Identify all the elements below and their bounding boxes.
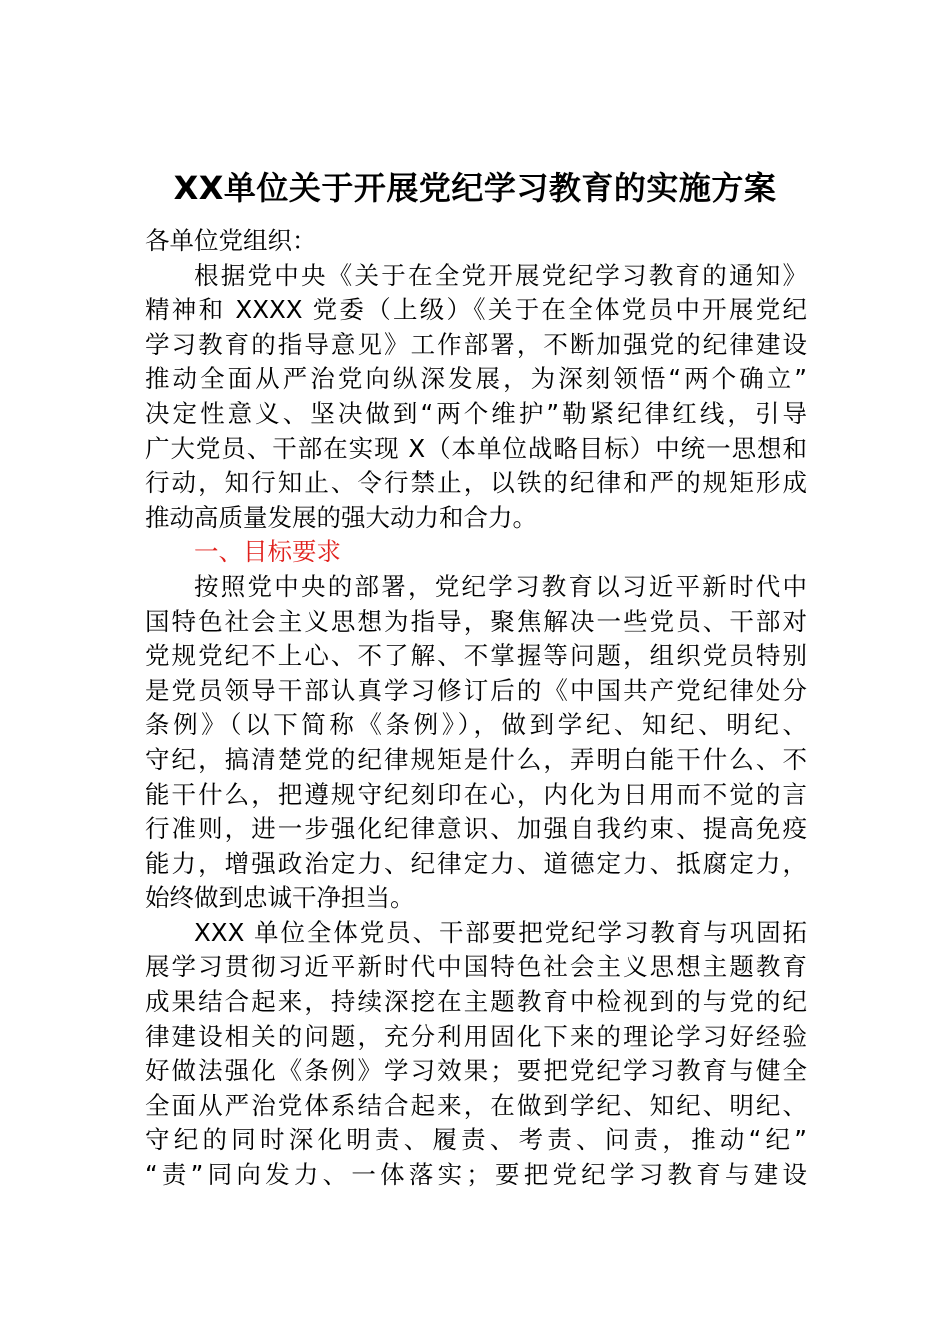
paragraph-line: 守纪的同时深化明责、履责、考责、问责，推动“纪”: [145, 1125, 807, 1155]
paragraph-line: 行动，知行知止、令行禁止，以铁的纪律和严的规矩形成: [145, 468, 807, 498]
section-heading: 一、目标要求: [194, 537, 341, 567]
paragraph-line: 能力，增强政治定力、纪律定力、道德定力、抵腐定力，: [145, 848, 807, 878]
paragraph-1: [145, 259, 807, 536]
paragraph-line: XXX 单位全体党员、干部要把党纪学习教育与巩固拓: [194, 917, 807, 947]
paragraph-line: 好做法强化《条例》学习效果；要把党纪学习教育与健全: [145, 1056, 807, 1086]
paragraph-line: 国特色社会主义思想为指导，聚焦解决一些党员、干部对: [145, 606, 807, 636]
paragraph-line: 行准则，进一步强化纪律意识、加强自我约束、提高免疫: [145, 814, 807, 844]
salutation: 各单位党组织：: [145, 226, 317, 255]
paragraph-line: 守纪，搞清楚党的纪律规矩是什么，弄明白能干什么、不: [145, 744, 807, 774]
paragraph-line: 律建设相关的问题，充分利用固化下来的理论学习好经验: [145, 1021, 807, 1051]
paragraph-line: 能干什么，把遵规守纪刻印在心，内化为日用而不觉的言: [145, 779, 807, 809]
paragraph-line: 是党员领导干部认真学习修订后的《中国共产党纪律处分: [145, 675, 807, 705]
paragraph-line: 精神和 XXXX 党委（上级）《关于在全体党员中开展党纪: [145, 295, 807, 325]
paragraph-line: 条例》（以下简称《条例》），做到学纪、知纪、明纪、: [145, 710, 807, 740]
paragraph-line: 推动全面从严治党向纵深发展，为深刻领悟“两个确立”: [145, 364, 807, 394]
paragraph-line: 党规党纪不上心、不了解、不掌握等问题，组织党员特别: [145, 641, 807, 671]
document-body: [145, 224, 807, 1193]
paragraph-line: 决定性意义、坚决做到“两个维护”勒紧纪律红线，引导: [145, 398, 807, 428]
paragraph-line: 推动高质量发展的强大动力和合力。: [145, 502, 537, 532]
paragraph-line: 成果结合起来，持续深挖在主题教育中检视到的与党的纪: [145, 987, 807, 1017]
paragraph-line: 广大党员、干部在实现 X（本单位战略目标）中统一思想和: [145, 433, 807, 463]
paragraph-line: 始终做到忠诚干净担当。: [145, 883, 415, 913]
paragraph-line: 学习教育的指导意见》工作部署，不断加强党的纪律建设: [145, 329, 807, 359]
paragraph-line: 展学习贯彻习近平新时代中国特色社会主义思想主题教育: [145, 952, 807, 982]
paragraph-3: [145, 916, 807, 1193]
document-title: XX单位关于开展党纪学习教育的实施方案: [173, 169, 777, 207]
paragraph-2: [145, 570, 807, 916]
paragraph-line: 按照党中央的部署，党纪学习教育以习近平新时代中: [194, 571, 807, 601]
paragraph-line: 根据党中央《关于在全党开展党纪学习教育的通知》: [194, 260, 807, 290]
paragraph-line: “责”同向发力、一体落实；要把党纪学习教育与建设: [145, 1160, 807, 1190]
paragraph-line: 全面从严治党体系结合起来，在做到学纪、知纪、明纪、: [145, 1090, 807, 1120]
